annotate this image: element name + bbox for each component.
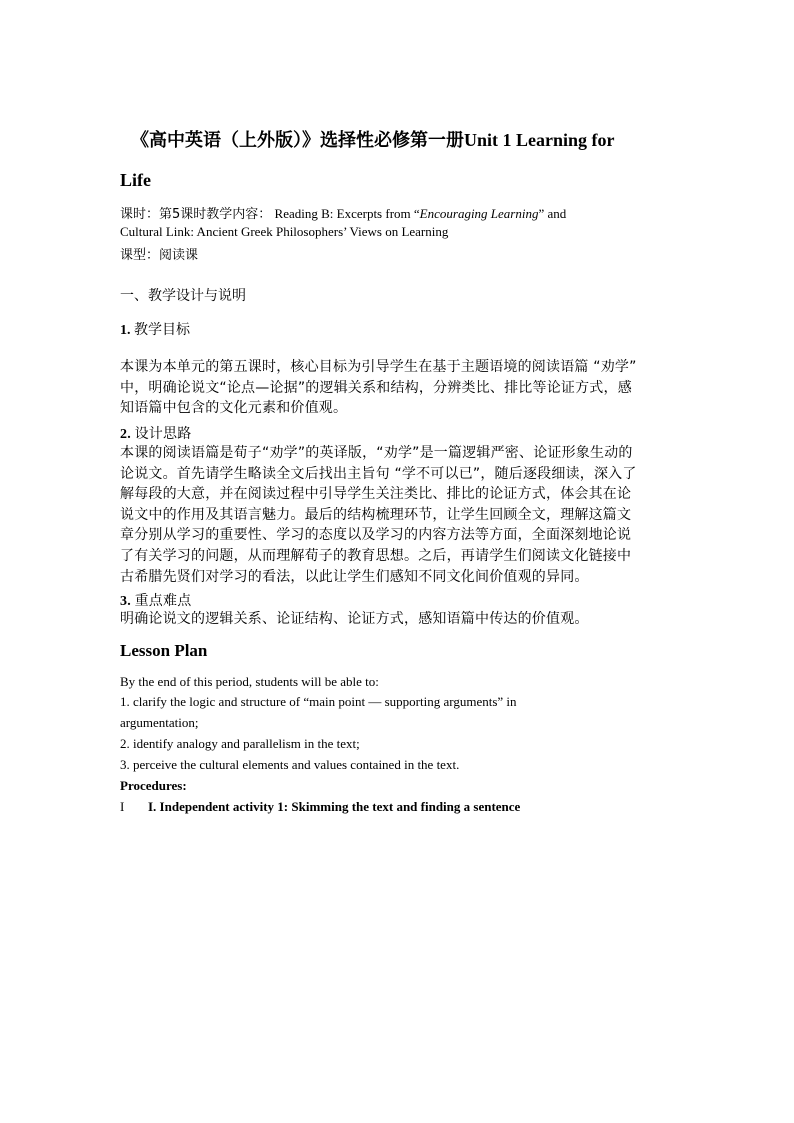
idea-line: 解每段的大意，并在阅读过程中引导学生关注类比、排比的论证方式，体会其在论 [120,486,632,503]
difficulty-line: 明确论说文的逻辑关系、论证结构、论证方式，感知语篇中传达的价值观。 [120,611,589,627]
section-heading: 一、教学设计与说明 [120,288,246,304]
objective-3: 3. perceive the cultural elements and values contained in the text. [120,757,460,772]
title-en: Unit 1 Learning for [464,130,615,150]
lesson-italic-title: Encouraging Learning [419,206,539,221]
idea-line: 说文中的作用及其语言魅力。最后的结构梳理环节，让学生回顾全文，理解这篇文 [120,506,632,523]
idea-line: 本课的阅读语篇是荀子“劝学”的英译版，“劝学”是一篇逻辑严密、论证形象生动的 [120,445,633,461]
lesson-info-line2: Cultural Link: Ancient Greek Philosophers’ Views on Learning [120,224,449,239]
objective-1: 1. clarify the logic and structure of “main point — supporting arguments” in [120,694,517,709]
difficulty-heading-num: 3. [120,594,131,609]
procedure-step-1: I. Independent activity 1: Skimming the text and finding a sentence [148,799,521,814]
procedures-heading: Procedures: [120,778,187,793]
idea-heading-num: 2. [120,427,131,442]
lesson-en-a: Reading B: Excerpts from “ [271,206,420,221]
difficulty-heading-text: 重点难点 [134,593,192,609]
lesson-prefix: 课时：第5课时教学内容： [120,207,272,222]
lesson-en-b: ” and [538,206,567,221]
idea-heading-text: 设计思路 [134,426,192,442]
goal-heading [120,319,190,339]
objective-2: 2. identify analogy and parallelism in the text; [120,736,360,751]
list-marker: I [120,799,125,814]
idea-line: 了有关学习的问题，从而理解荀子的教育思想。之后，再请学生们阅读文化链接中 [120,547,632,564]
lesson-plan-intro: By the end of this period, students will be able to: [120,674,379,689]
goal-line: 本课为本单元的第五课时，核心目标为引导学生在基于主题语境的阅读语篇 “劝学” [120,359,637,375]
idea-line: 论说文。首先请学生略读全文后找出主旨句 “学不可以已”，随后逐段细读，深入了 [120,465,637,482]
lesson-plan-title: Lesson Plan [120,641,208,660]
goal-paragraph [120,357,680,419]
idea-line: 章分别从学习的重要性、学习的态度以及学习的内容方法等方面，全面深刻地论说 [120,527,632,544]
lesson-info-line [120,203,566,222]
title-cn: 《高中英语（上外版）》选择性必修第一册 [131,130,464,151]
lesson-type: 课型：阅读课 [120,248,199,263]
difficulty-paragraph [120,609,680,630]
document-title-line2: Life [120,170,151,190]
goal-line: 中，明确论说文“论点—论据”的逻辑关系和结构，分辨类比、排比等论证方式，感 [120,379,632,396]
goal-heading-num: 1. [120,323,131,338]
goal-heading-text: 教学目标 [134,322,190,338]
objective-1-cont: argumentation; [120,715,199,730]
idea-paragraph [120,443,680,587]
idea-line: 古希腊先贤们对学习的看法，以此让学生们感知不同文化间价值观的异同。 [120,568,589,585]
goal-line: 知语篇中包含的文化元素和价值观。 [120,400,348,417]
document-title-line1 [131,126,615,152]
